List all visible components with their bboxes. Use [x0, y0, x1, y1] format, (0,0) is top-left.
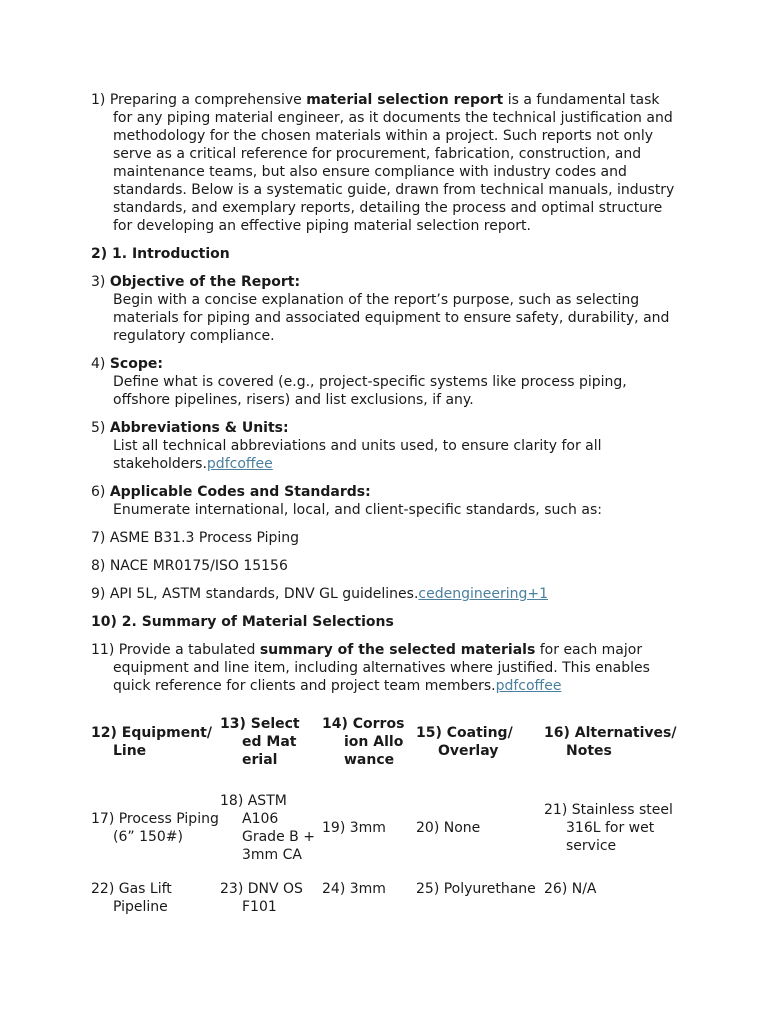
- list-item-asme: 7) ASME B31.3 Process Piping: [91, 530, 300, 546]
- section-heading-summary: 10) 2. Summary of Material Selections: [91, 614, 394, 630]
- paragraph-scope: [91, 355, 681, 409]
- header-cell: 16) Alternatives/ Notes: [544, 725, 677, 759]
- source-link[interactable]: pdfcoffee: [495, 678, 562, 694]
- bold-phrase: material selection report: [306, 92, 504, 108]
- paragraph-number: 11): [91, 642, 115, 658]
- paragraph-number: 5): [91, 420, 106, 436]
- paragraph-text: is a fundamental task for any piping material engineer, as it documents the technical justification and methodology for the chosen materials within a project. Such reports not only serve as a critical reference for procurement, fabrication, construction, and maintenance teams, but also ensure compliance with industry codes and standards. Below is a systematic guide, drawn from technical manuals, industry standards, and exemplary reports, detailing the process and optimal structure for developing an effective piping material selection report.: [113, 92, 675, 234]
- table-row: [91, 778, 684, 878]
- document-body: [91, 91, 681, 705]
- table-cell: 17) Process Piping (6” 150#): [91, 811, 219, 845]
- paragraph-title: Abbreviations & Units:: [109, 420, 289, 436]
- table-header-row: [91, 706, 684, 778]
- paragraph-body-text: List all technical abbreviations and units used, to ensure clarity for all stakeholders.: [113, 438, 602, 472]
- paragraph-body: Define what is covered (e.g., project-specific systems like process piping, offshore pipelines, risers) and list exclusions, if any.: [113, 374, 627, 408]
- paragraph-body: Enumerate international, local, and client-specific standards, such as:: [113, 502, 602, 518]
- paragraph-abbreviations: [91, 419, 681, 473]
- table-cell: 25) Polyurethane: [416, 881, 536, 897]
- bold-phrase: summary of the selected materials: [259, 642, 536, 658]
- table-cell: 21) Stainless steel 316L for wet service: [544, 802, 673, 854]
- paragraph-body: [113, 437, 681, 473]
- paragraph-title: Objective of the Report:: [109, 274, 301, 290]
- paragraph-summary: [91, 641, 681, 695]
- source-link[interactable]: pdfcoffee: [206, 456, 273, 472]
- paragraph-text: Provide a tabulated: [118, 642, 260, 658]
- paragraph-codes: [91, 483, 681, 519]
- section-heading-introduction: 2) 1. Introduction: [91, 246, 230, 262]
- source-link[interactable]: cedengineering+1: [418, 586, 549, 602]
- header-cell: 12) Equipment/ Line: [91, 725, 212, 759]
- table-cell: 20) None: [416, 820, 481, 836]
- list-item-api: [91, 585, 681, 603]
- paragraph-title: Scope:: [109, 356, 163, 372]
- table-cell: 23) DNV OS F101: [220, 881, 303, 915]
- table-row: [91, 878, 684, 932]
- paragraph-number: 1): [91, 92, 106, 108]
- header-cell: 13) Selected Material: [220, 716, 300, 768]
- paragraph-body: Begin with a concise explanation of the report’s purpose, such as selecting materials for piping and associated equipment to ensure safety, durability, and regulatory compliance.: [113, 292, 670, 344]
- header-cell: 15) Coating/ Overlay: [416, 725, 513, 759]
- paragraph-number: 3): [91, 274, 106, 290]
- paragraph-number: 4): [91, 356, 106, 372]
- paragraph-title: Applicable Codes and Standards:: [109, 484, 371, 500]
- material-summary-table: [91, 706, 684, 932]
- list-item-nace: 8) NACE MR0175/ISO 15156: [91, 558, 288, 574]
- table-cell: 26) N/A: [544, 881, 597, 897]
- list-item-text: 9) API 5L, ASTM standards, DNV GL guidelines.: [91, 586, 419, 602]
- table-cell: 19) 3mm: [322, 820, 386, 836]
- paragraph-text: for each major equipment and line item, including alternatives where justified. This enables quick reference for clients and project team members.: [113, 642, 650, 694]
- paragraph-number: 6): [91, 484, 106, 500]
- paragraph-1: [91, 91, 681, 235]
- table-cell: 24) 3mm: [322, 881, 386, 897]
- paragraph-text: Preparing a comprehensive: [109, 92, 307, 108]
- paragraph-objective: [91, 273, 681, 345]
- table-cell: 18) ASTM A106 Grade B + 3mm CA: [220, 793, 315, 863]
- table-cell: 22) Gas Lift Pipeline: [91, 881, 172, 915]
- header-cell: 14) Corrosion Allowance: [322, 716, 405, 768]
